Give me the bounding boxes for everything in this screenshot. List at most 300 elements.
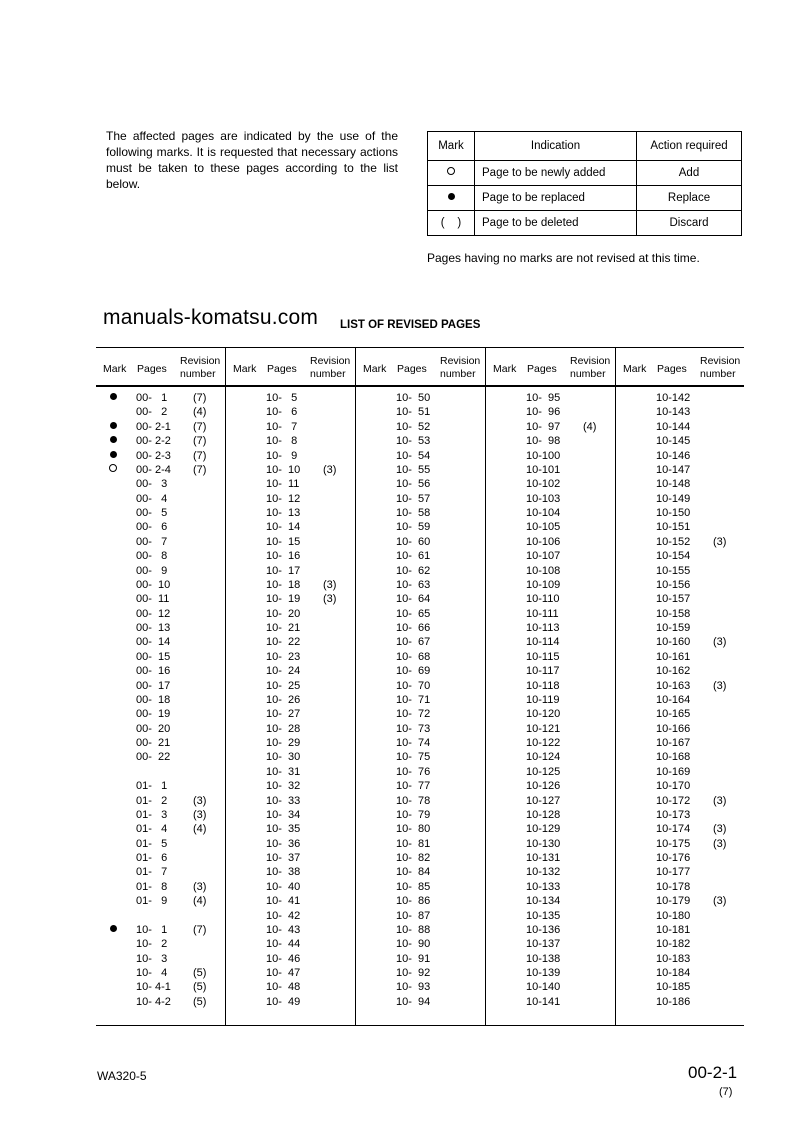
legend-header-action: Action required bbox=[637, 132, 742, 161]
table-row bbox=[356, 650, 486, 664]
table-row bbox=[486, 635, 616, 649]
table-rows bbox=[356, 391, 486, 1009]
row-page: 10-178 bbox=[656, 880, 691, 893]
table-row bbox=[356, 463, 486, 477]
row-revision: (3) bbox=[323, 593, 337, 606]
row-page: 00- 2-4 bbox=[136, 463, 171, 476]
row-page: 10- 80 bbox=[396, 823, 431, 836]
row-page: 10-135 bbox=[526, 909, 561, 922]
row-page: 10-154 bbox=[656, 550, 691, 563]
table-row bbox=[486, 664, 616, 678]
table-row bbox=[356, 894, 486, 908]
table-row bbox=[616, 405, 746, 419]
table-row bbox=[226, 837, 356, 851]
table-row bbox=[96, 679, 226, 693]
row-page: 10-167 bbox=[656, 737, 691, 749]
row-page: 10-169 bbox=[656, 765, 691, 778]
row-page: 10- 57 bbox=[396, 492, 431, 505]
table-row bbox=[96, 765, 226, 779]
row-page: 10-124 bbox=[526, 751, 561, 764]
row-page: 00- 8 bbox=[136, 550, 168, 563]
row-page: 10-121 bbox=[526, 722, 561, 735]
table-row bbox=[96, 736, 226, 750]
row-page: 10- 55 bbox=[396, 463, 431, 476]
table-row bbox=[226, 434, 356, 448]
row-page: 10-160 bbox=[656, 636, 691, 649]
row-page: 00- 2-2 bbox=[136, 435, 171, 448]
row-revision: (7) bbox=[193, 435, 207, 448]
row-page: 10- 1 bbox=[136, 923, 168, 936]
legend-header-indication: Indication bbox=[475, 132, 637, 161]
row-page: 10-125 bbox=[526, 765, 561, 778]
row-page: 10- 86 bbox=[396, 895, 431, 908]
row-page: 10-111 bbox=[526, 607, 559, 620]
row-page: 10- 42 bbox=[266, 909, 301, 922]
table-row bbox=[96, 449, 226, 463]
legend-header-row bbox=[428, 132, 742, 161]
row-page: 10-156 bbox=[656, 578, 691, 591]
table-row bbox=[226, 492, 356, 506]
table-row bbox=[356, 980, 486, 994]
row-page: 00- 7 bbox=[136, 535, 168, 548]
table-row bbox=[356, 434, 486, 448]
table-row bbox=[226, 822, 356, 836]
row-page: 10-106 bbox=[526, 535, 561, 548]
row-revision: (5) bbox=[193, 967, 207, 979]
table-row bbox=[96, 463, 226, 477]
row-page: 10-158 bbox=[656, 607, 691, 620]
row-page: 00- 1 bbox=[136, 392, 168, 404]
row-page: 10- 90 bbox=[396, 938, 431, 951]
row-page: 10- 75 bbox=[396, 751, 431, 764]
table-row bbox=[486, 621, 616, 635]
row-page: 01- 2 bbox=[136, 794, 168, 807]
header-revision-number bbox=[700, 355, 740, 381]
table-row bbox=[226, 449, 356, 463]
table-row bbox=[356, 722, 486, 736]
header-pages: Pages bbox=[267, 363, 297, 375]
row-page: 10- 34 bbox=[266, 808, 301, 821]
table-row bbox=[226, 779, 356, 793]
table-column-group bbox=[225, 348, 356, 1025]
open-circle-icon bbox=[106, 463, 120, 477]
table-row bbox=[616, 650, 746, 664]
row-page: 10- 54 bbox=[396, 449, 431, 462]
table-row bbox=[226, 707, 356, 721]
row-page: 10-126 bbox=[526, 780, 561, 793]
row-revision: (3) bbox=[323, 578, 337, 591]
row-page: 10- 97 bbox=[526, 420, 561, 433]
row-page: 10-109 bbox=[526, 578, 561, 591]
table-row bbox=[226, 679, 356, 693]
table-row bbox=[616, 822, 746, 836]
intro-paragraph: The affected pages are indicated by the use of the following marks. It is requested that necessary actions must be taken to these pages according to the list below. bbox=[106, 129, 398, 191]
table-row bbox=[356, 837, 486, 851]
row-revision: (4) bbox=[193, 895, 207, 908]
table-row bbox=[226, 794, 356, 808]
row-page: 10- 35 bbox=[266, 823, 301, 836]
table-row bbox=[226, 607, 356, 621]
table-row bbox=[96, 966, 226, 980]
table-row bbox=[486, 722, 616, 736]
table-row bbox=[226, 405, 356, 419]
table-row bbox=[356, 765, 486, 779]
row-page: 10- 18 bbox=[266, 578, 301, 591]
table-row bbox=[486, 592, 616, 606]
row-page: 10-105 bbox=[526, 521, 561, 534]
row-page: 10- 92 bbox=[396, 967, 431, 979]
table-row bbox=[486, 506, 616, 520]
legend-indication: Page to be deleted bbox=[475, 211, 637, 236]
header-pages: Pages bbox=[657, 363, 687, 375]
row-page: 10-136 bbox=[526, 923, 561, 936]
list-title: LIST OF REVISED PAGES bbox=[340, 319, 481, 331]
table-row bbox=[96, 808, 226, 822]
table-row bbox=[356, 679, 486, 693]
table-row bbox=[96, 909, 226, 923]
table-row bbox=[356, 420, 486, 434]
row-page: 10- 28 bbox=[266, 722, 301, 735]
legend-action: Add bbox=[637, 161, 742, 186]
table-row bbox=[486, 707, 616, 721]
row-page: 10-181 bbox=[656, 923, 691, 936]
table-row bbox=[486, 693, 616, 707]
row-page: 10-110 bbox=[526, 593, 560, 606]
table-row bbox=[616, 463, 746, 477]
table-row bbox=[96, 722, 226, 736]
row-page: 10- 94 bbox=[396, 995, 431, 1008]
table-row bbox=[96, 952, 226, 966]
table-row bbox=[226, 650, 356, 664]
table-row bbox=[486, 894, 616, 908]
row-page: 10-118 bbox=[526, 679, 560, 692]
row-page: 10- 7 bbox=[266, 420, 298, 433]
row-page: 10-104 bbox=[526, 507, 561, 519]
table-row bbox=[616, 794, 746, 808]
row-page: 00- 20 bbox=[136, 722, 171, 735]
row-page: 10- 33 bbox=[266, 794, 301, 807]
table-row bbox=[96, 779, 226, 793]
row-page: 00- 9 bbox=[136, 564, 168, 577]
row-page: 10- 53 bbox=[396, 435, 431, 448]
table-row bbox=[356, 937, 486, 951]
table-row bbox=[486, 923, 616, 937]
row-page: 10- 31 bbox=[266, 765, 301, 778]
row-page: 10- 12 bbox=[266, 492, 301, 505]
row-page: 10-176 bbox=[656, 852, 691, 864]
row-page: 10- 56 bbox=[396, 478, 431, 491]
model-number: WA320-5 bbox=[97, 1069, 147, 1083]
row-page: 01- 6 bbox=[136, 852, 168, 864]
table-row bbox=[616, 679, 746, 693]
table-row bbox=[226, 693, 356, 707]
legend-row-replace bbox=[428, 186, 742, 211]
table-row bbox=[226, 549, 356, 563]
row-page: 10- 17 bbox=[266, 564, 301, 577]
header-pages: Pages bbox=[397, 363, 427, 375]
row-page: 10-113 bbox=[526, 622, 560, 634]
row-revision: (7) bbox=[193, 392, 207, 404]
table-column-group bbox=[615, 348, 746, 1025]
table-row bbox=[96, 578, 226, 592]
row-page: 10- 47 bbox=[266, 967, 301, 979]
table-row bbox=[356, 851, 486, 865]
row-page: 10-179 bbox=[656, 895, 691, 908]
row-page: 10- 82 bbox=[396, 852, 431, 864]
table-row bbox=[226, 923, 356, 937]
table-row bbox=[96, 837, 226, 851]
row-page: 10- 26 bbox=[266, 693, 301, 706]
table-row bbox=[616, 765, 746, 779]
table-row bbox=[96, 477, 226, 491]
table-row bbox=[356, 405, 486, 419]
header-mark: Mark bbox=[233, 363, 257, 375]
row-page: 10- 73 bbox=[396, 722, 431, 735]
row-page: 10-144 bbox=[656, 420, 691, 433]
table-row bbox=[226, 808, 356, 822]
row-page: 01- 1 bbox=[136, 780, 168, 793]
row-revision: (3) bbox=[713, 794, 727, 807]
row-page: 10- 67 bbox=[396, 636, 431, 649]
table-row bbox=[226, 736, 356, 750]
legend-indication: Page to be replaced bbox=[475, 186, 637, 211]
row-page: 01- 9 bbox=[136, 895, 168, 908]
table-row bbox=[226, 851, 356, 865]
table-row bbox=[356, 391, 486, 405]
table-row bbox=[226, 909, 356, 923]
table-row bbox=[616, 578, 746, 592]
table-rows bbox=[96, 391, 226, 1009]
table-row bbox=[486, 405, 616, 419]
table-row bbox=[486, 449, 616, 463]
table-row bbox=[616, 564, 746, 578]
row-page: 10-184 bbox=[656, 967, 691, 979]
marks-legend-table bbox=[427, 131, 742, 236]
row-page: 10- 63 bbox=[396, 578, 431, 591]
row-page: 00- 2-3 bbox=[136, 449, 171, 462]
row-page: 10-149 bbox=[656, 492, 691, 505]
row-page: 01- 8 bbox=[136, 880, 168, 893]
legend-row-discard bbox=[428, 211, 742, 236]
table-row bbox=[616, 477, 746, 491]
table-row bbox=[96, 564, 226, 578]
row-page: 01- 4 bbox=[136, 823, 168, 836]
table-rows bbox=[616, 391, 746, 1009]
row-page: 10-145 bbox=[656, 435, 691, 448]
row-page: 10- 59 bbox=[396, 521, 431, 534]
row-page: 10- 2 bbox=[136, 938, 168, 951]
table-row bbox=[96, 635, 226, 649]
row-page: 00- 12 bbox=[136, 607, 171, 620]
table-row bbox=[486, 549, 616, 563]
table-row bbox=[96, 506, 226, 520]
table-row bbox=[616, 750, 746, 764]
table-row bbox=[226, 506, 356, 520]
row-page: 10- 50 bbox=[396, 392, 431, 404]
table-row bbox=[616, 707, 746, 721]
watermark-text: manuals-komatsu.com bbox=[103, 306, 319, 329]
row-page: 00- 13 bbox=[136, 622, 171, 634]
legend-header-mark: Mark bbox=[428, 132, 475, 161]
header-pages: Pages bbox=[137, 363, 167, 375]
row-page: 10-175 bbox=[656, 837, 691, 850]
row-page: 10- 11 bbox=[266, 478, 300, 491]
table-row bbox=[226, 995, 356, 1009]
row-revision: (7) bbox=[193, 420, 207, 433]
table-row bbox=[356, 779, 486, 793]
table-row bbox=[226, 765, 356, 779]
legend-action: Replace bbox=[637, 186, 742, 211]
row-page: 10- 77 bbox=[396, 780, 431, 793]
table-row bbox=[226, 952, 356, 966]
row-page: 00- 16 bbox=[136, 665, 171, 678]
table-row bbox=[356, 578, 486, 592]
row-revision: (3) bbox=[713, 837, 727, 850]
header-mark: Mark bbox=[363, 363, 387, 375]
table-row bbox=[356, 952, 486, 966]
row-page: 10- 40 bbox=[266, 880, 301, 893]
parentheses-mark: ( ) bbox=[428, 211, 475, 236]
row-page: 10-101 bbox=[526, 463, 561, 476]
table-row bbox=[96, 995, 226, 1009]
table-rows bbox=[486, 391, 616, 1009]
row-page: 10-131 bbox=[526, 852, 561, 864]
table-row bbox=[96, 391, 226, 405]
row-page: 10-174 bbox=[656, 823, 691, 836]
table-row bbox=[356, 693, 486, 707]
table-row bbox=[356, 909, 486, 923]
filled-circle-icon bbox=[106, 449, 120, 463]
table-row bbox=[356, 549, 486, 563]
table-row bbox=[356, 449, 486, 463]
page-revision: (7) bbox=[719, 1086, 733, 1098]
table-row bbox=[96, 549, 226, 563]
row-page: 10-163 bbox=[656, 679, 691, 692]
row-page: 10-127 bbox=[526, 794, 561, 807]
table-row bbox=[616, 966, 746, 980]
row-page: 10- 43 bbox=[266, 923, 301, 936]
header-revision-line1: Revision bbox=[180, 355, 221, 367]
table-row bbox=[226, 592, 356, 606]
row-page: 10- 9 bbox=[266, 449, 298, 462]
row-revision: (3) bbox=[193, 808, 207, 821]
row-page: 10- 88 bbox=[396, 923, 431, 936]
row-page: 10- 4-1 bbox=[136, 981, 171, 994]
row-page: 10-140 bbox=[526, 981, 561, 994]
legend-note: Pages having no marks are not revised at this time. bbox=[427, 251, 700, 265]
row-page: 10- 78 bbox=[396, 794, 431, 807]
row-revision: (3) bbox=[713, 823, 727, 836]
header-revision-number bbox=[310, 355, 350, 381]
table-row bbox=[96, 492, 226, 506]
table-row bbox=[486, 520, 616, 534]
table-row bbox=[616, 607, 746, 621]
row-page: 10- 25 bbox=[266, 679, 301, 692]
row-page: 10-138 bbox=[526, 952, 561, 965]
table-row bbox=[96, 434, 226, 448]
row-page: 10- 91 bbox=[396, 952, 431, 965]
row-page: 10- 69 bbox=[396, 665, 431, 678]
table-row bbox=[616, 909, 746, 923]
row-page: 10-142 bbox=[656, 392, 691, 404]
table-row bbox=[616, 506, 746, 520]
table-row bbox=[96, 592, 226, 606]
table-row bbox=[226, 880, 356, 894]
header-pages: Pages bbox=[527, 363, 557, 375]
table-column-group bbox=[96, 348, 226, 1025]
row-revision: (4) bbox=[583, 420, 597, 433]
row-page: 10-183 bbox=[656, 952, 691, 965]
row-page: 10-173 bbox=[656, 808, 691, 821]
row-page: 10-146 bbox=[656, 449, 691, 462]
row-page: 10- 76 bbox=[396, 765, 431, 778]
table-row bbox=[226, 966, 356, 980]
row-page: 10- 98 bbox=[526, 435, 561, 448]
table-row bbox=[356, 794, 486, 808]
row-page: 10-108 bbox=[526, 564, 561, 577]
row-page: 10- 22 bbox=[266, 636, 301, 649]
row-page: 10-186 bbox=[656, 995, 691, 1008]
table-row bbox=[356, 607, 486, 621]
row-revision: (7) bbox=[193, 923, 207, 936]
header-revision-line1: Revision bbox=[310, 355, 351, 367]
row-page: 10- 84 bbox=[396, 866, 431, 879]
row-page: 10-157 bbox=[656, 593, 691, 606]
table-row bbox=[486, 865, 616, 879]
row-page: 10-128 bbox=[526, 808, 561, 821]
table-row bbox=[226, 980, 356, 994]
row-page: 10-117 bbox=[526, 665, 560, 678]
header-revision-number bbox=[180, 355, 220, 381]
table-row bbox=[616, 449, 746, 463]
row-page: 00- 5 bbox=[136, 507, 168, 519]
table-row bbox=[486, 750, 616, 764]
table-row bbox=[486, 980, 616, 994]
row-page: 10-168 bbox=[656, 751, 691, 764]
row-page: 00- 18 bbox=[136, 693, 171, 706]
row-page: 10- 24 bbox=[266, 665, 301, 678]
table-column-group bbox=[355, 348, 486, 1025]
table-row bbox=[616, 851, 746, 865]
table-row bbox=[616, 635, 746, 649]
row-page: 10- 41 bbox=[266, 895, 301, 908]
row-page: 10- 51 bbox=[396, 406, 431, 419]
row-page: 10- 27 bbox=[266, 708, 301, 721]
row-page: 10-159 bbox=[656, 622, 691, 634]
table-row bbox=[356, 736, 486, 750]
table-row bbox=[356, 564, 486, 578]
header-revision-line2: number bbox=[700, 368, 736, 380]
row-page: 10- 4-2 bbox=[136, 995, 171, 1008]
row-revision: (7) bbox=[193, 463, 207, 476]
table-row bbox=[616, 865, 746, 879]
legend-indication: Page to be newly added bbox=[475, 161, 637, 186]
table-row bbox=[486, 679, 616, 693]
row-page: 10-143 bbox=[656, 406, 691, 419]
row-page: 10- 70 bbox=[396, 679, 431, 692]
row-page: 10- 13 bbox=[266, 507, 301, 519]
table-row bbox=[96, 650, 226, 664]
table-row bbox=[486, 434, 616, 448]
table-row bbox=[356, 880, 486, 894]
row-page: 10-161 bbox=[656, 650, 691, 663]
table-row bbox=[96, 750, 226, 764]
row-page: 10- 32 bbox=[266, 780, 301, 793]
row-page: 10- 10 bbox=[266, 463, 301, 476]
row-page: 10- 19 bbox=[266, 593, 301, 606]
table-row bbox=[356, 635, 486, 649]
header-revision-line1: Revision bbox=[570, 355, 611, 367]
